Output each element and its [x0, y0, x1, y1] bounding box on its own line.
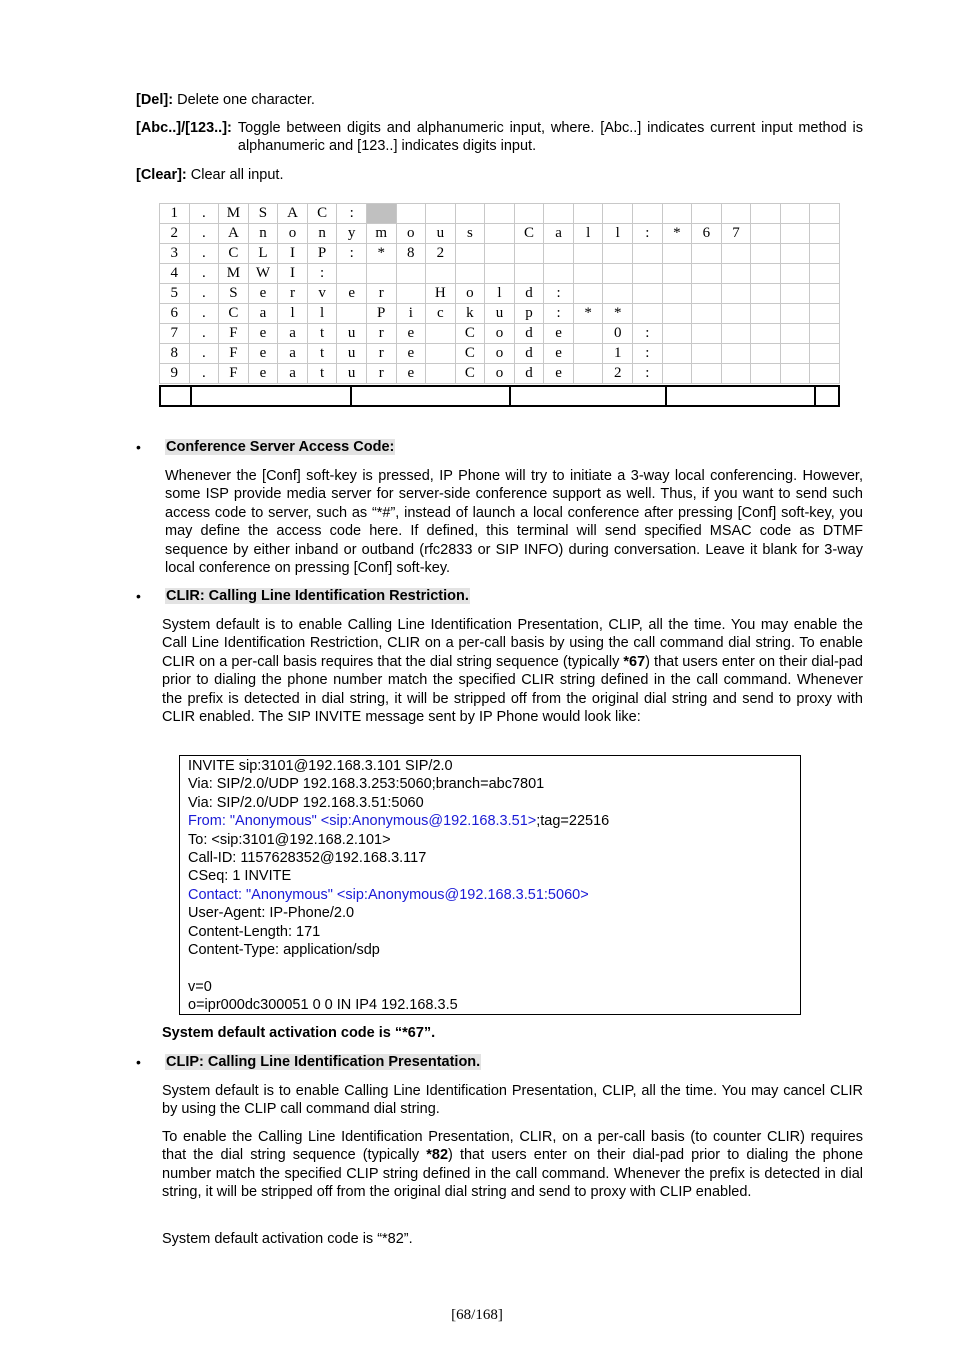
lcd-cell — [721, 204, 751, 224]
lcd-cell: A — [278, 204, 308, 224]
lcd-cell: t — [307, 324, 337, 344]
clear-definition — [136, 166, 863, 184]
lcd-cell — [692, 344, 722, 364]
sip-line: CSeq: 1 INVITE — [188, 868, 292, 885]
softkey-slot — [816, 387, 838, 405]
lcd-cell — [485, 244, 515, 264]
lcd-cell: 0 — [603, 324, 633, 344]
lcd-cell: a — [278, 344, 308, 364]
lcd-cell — [780, 264, 810, 284]
lcd-cell — [692, 284, 722, 304]
sip-line: Via: SIP/2.0/UDP 192.168.3.253:5060;branch=abc7801 — [188, 776, 545, 793]
lcd-cell — [485, 264, 515, 284]
lcd-cell — [692, 324, 722, 344]
lcd-row — [160, 364, 840, 384]
lcd-cell — [780, 304, 810, 324]
lcd-cell — [573, 284, 603, 304]
lcd-cell: . — [189, 324, 219, 344]
sip-line: Contact: "Anonymous" <sip:Anonymous@192.168.3.51:5060> — [188, 886, 589, 903]
lcd-cell: a — [544, 224, 574, 244]
lcd-cell — [780, 364, 810, 384]
lcd-row — [160, 344, 840, 364]
lcd-cell: p — [514, 304, 544, 324]
lcd-cell: o — [485, 324, 515, 344]
lcd-cell — [751, 264, 781, 284]
lcd-cell — [780, 344, 810, 364]
lcd-cell: r — [366, 344, 396, 364]
lcd-cell — [810, 344, 840, 364]
lcd-cell: k — [455, 304, 485, 324]
softkey-bar — [159, 385, 840, 407]
lcd-cell: e — [248, 364, 278, 384]
clip-code: *82 — [426, 1147, 449, 1164]
lcd-cell: 6 — [160, 304, 190, 324]
abc-label: [Abc..]/[123..]: — [136, 120, 232, 136]
lcd-row — [160, 204, 840, 224]
softkey-slot — [667, 387, 816, 405]
lcd-cell: . — [189, 244, 219, 264]
lcd-cell: r — [366, 324, 396, 344]
lcd-cell: M — [219, 264, 249, 284]
lcd-cell — [662, 244, 692, 264]
lcd-row — [160, 264, 840, 284]
lcd-cell: 2 — [160, 224, 190, 244]
del-label: [Del]: — [136, 92, 174, 108]
lcd-cell: o — [455, 284, 485, 304]
lcd-cell — [544, 204, 574, 224]
lcd-cell — [692, 204, 722, 224]
lcd-cell — [692, 304, 722, 324]
lcd-cell: . — [189, 364, 219, 384]
lcd-cell — [751, 244, 781, 264]
lcd-cell — [810, 244, 840, 264]
lcd-cell — [662, 344, 692, 364]
sip-invite-box — [179, 755, 801, 1015]
lcd-cell — [514, 264, 544, 284]
lcd-cell — [396, 264, 426, 284]
sip-line: INVITE sip:3101@192.168.3.101 SIP/2.0 — [188, 758, 453, 774]
softkey-slot — [192, 387, 352, 405]
lcd-cell — [810, 304, 840, 324]
lcd-cell: s — [455, 224, 485, 244]
lcd-cell — [751, 204, 781, 224]
lcd-row — [160, 324, 840, 344]
lcd-cell: C — [307, 204, 337, 224]
lcd-cell — [633, 204, 663, 224]
lcd-cell — [514, 244, 544, 264]
lcd-cell — [721, 344, 751, 364]
lcd-cell — [485, 204, 515, 224]
lcd-cell: e — [396, 344, 426, 364]
lcd-cell — [721, 284, 751, 304]
lcd-cell: d — [514, 364, 544, 384]
lcd-cell — [573, 244, 603, 264]
lcd-cell: m — [366, 224, 396, 244]
lcd-cell: l — [278, 304, 308, 324]
clip-heading: CLIP: Calling Line Identification Presentation. — [166, 1054, 481, 1070]
lcd-cell — [633, 244, 663, 264]
bullet-icon: • — [136, 588, 141, 604]
lcd-cell — [426, 204, 456, 224]
lcd-grid — [160, 204, 840, 384]
lcd-cell — [396, 204, 426, 224]
lcd-cell — [810, 364, 840, 384]
lcd-cell: r — [278, 284, 308, 304]
lcd-cell: d — [514, 324, 544, 344]
lcd-cell: P — [366, 304, 396, 324]
lcd-cell — [573, 344, 603, 364]
lcd-cell — [633, 264, 663, 284]
conference-heading: Conference Server Access Code: — [166, 439, 395, 455]
lcd-cell — [662, 304, 692, 324]
lcd-cell: 1 — [160, 204, 190, 224]
lcd-cell: : — [544, 284, 574, 304]
lcd-cell — [751, 324, 781, 344]
lcd-cell — [751, 344, 781, 364]
lcd-cell: 2 — [426, 244, 456, 264]
lcd-cell: 7 — [160, 324, 190, 344]
lcd-cell: 6 — [692, 224, 722, 244]
lcd-cell — [662, 324, 692, 344]
lcd-cell: v — [307, 284, 337, 304]
lcd-cell — [396, 284, 426, 304]
lcd-cell: . — [189, 284, 219, 304]
sip-line: Content-Length: 171 — [188, 923, 321, 940]
lcd-cell: C — [455, 324, 485, 344]
lcd-cell: o — [278, 224, 308, 244]
lcd-cell: 3 — [160, 244, 190, 264]
lcd-cell: c — [426, 304, 456, 324]
lcd-cell: . — [189, 204, 219, 224]
clip-default-line: System default activation code is “*82”. — [162, 1231, 413, 1247]
lcd-cell: 4 — [160, 264, 190, 284]
lcd-cell: o — [485, 364, 515, 384]
lcd-cell: u — [337, 324, 367, 344]
lcd-cell: : — [337, 204, 367, 224]
lcd-cell — [633, 304, 663, 324]
lcd-cell: t — [307, 364, 337, 384]
sip-line: User-Agent: IP-Phone/2.0 — [188, 905, 355, 922]
lcd-cell — [751, 224, 781, 244]
lcd-cell — [426, 264, 456, 284]
lcd-cell — [780, 224, 810, 244]
lcd-cell — [662, 264, 692, 284]
abc-text: Toggle between digits and alphanumeric input, where. [Abc..] indicates current input method is alphanumeric and [123..] indicates digits input. — [237, 120, 863, 155]
lcd-cell: F — [219, 344, 249, 364]
lcd-cell — [780, 244, 810, 264]
lcd-cell: . — [189, 304, 219, 324]
lcd-cell: l — [573, 224, 603, 244]
lcd-cell: W — [248, 264, 278, 284]
lcd-cell: C — [455, 344, 485, 364]
lcd-cell: : — [307, 264, 337, 284]
lcd-cell: e — [396, 364, 426, 384]
lcd-cell: 8 — [396, 244, 426, 264]
lcd-cell: C — [514, 224, 544, 244]
clear-text: Clear all input. — [190, 167, 284, 183]
lcd-cell: o — [485, 344, 515, 364]
lcd-cell: e — [544, 364, 574, 384]
lcd-cell — [810, 324, 840, 344]
sip-line: To: <sip:3101@192.168.2.101> — [188, 831, 391, 848]
lcd-cell — [751, 364, 781, 384]
sip-line: Content-Type: application/sdp — [188, 942, 380, 959]
clir-code: *67 — [623, 653, 646, 670]
lcd-cell — [810, 224, 840, 244]
page-number: [68/168] — [451, 1307, 503, 1323]
clir-body: System default is to enable Calling Line Identification Presentation, CLIP, all the time. You may enable the Call Line Identification Restriction, CLIR on a per-call basis by using the call command dial string. To enable CLIR on a per-call basis requires that the dial string sequence (typically *67) that users enter on their dial-pad prior to dialing the phone number match the specified CLIR string defined in the call command. Whenever the prefix is detected in dial string, it will be stripped off from the original dial string and send to proxy with CLIR enabled. The SIP INVITE message sent by IP Phone would look like: — [162, 617, 863, 726]
clear-label: [Clear]: — [136, 167, 187, 183]
lcd-cell — [662, 364, 692, 384]
abc-definition — [136, 119, 863, 156]
lcd-cell — [337, 264, 367, 284]
lcd-cell: S — [248, 204, 278, 224]
lcd-cell — [810, 264, 840, 284]
lcd-cell — [455, 204, 485, 224]
lcd-cell: H — [426, 284, 456, 304]
lcd-cell: . — [189, 344, 219, 364]
lcd-cell: d — [514, 344, 544, 364]
lcd-row — [160, 304, 840, 324]
lcd-cell — [633, 284, 663, 304]
lcd-cell: e — [544, 324, 574, 344]
lcd-cell — [780, 324, 810, 344]
lcd-cell: . — [189, 264, 219, 284]
lcd-cell: o — [396, 224, 426, 244]
lcd-cell — [455, 264, 485, 284]
del-definition — [136, 91, 863, 109]
lcd-cell — [692, 364, 722, 384]
softkey-slot — [352, 387, 511, 405]
lcd-cell — [810, 204, 840, 224]
lcd-cell — [455, 244, 485, 264]
lcd-cell: 8 — [160, 344, 190, 364]
lcd-cell: y — [337, 224, 367, 244]
lcd-cell: L — [248, 244, 278, 264]
lcd-cell — [751, 304, 781, 324]
lcd-cell: : — [633, 364, 663, 384]
lcd-cell — [544, 264, 574, 284]
clir-heading: CLIR: Calling Line Identification Restriction. — [166, 588, 469, 604]
lcd-cell: e — [248, 344, 278, 364]
sip-line: From: "Anonymous" <sip:Anonymous@192.168.3.51>;tag=22516 — [188, 813, 610, 830]
lcd-cell — [721, 244, 751, 264]
lcd-cell: 2 — [603, 364, 633, 384]
lcd-cell: C — [219, 304, 249, 324]
lcd-cell: i — [396, 304, 426, 324]
lcd-cell — [426, 344, 456, 364]
lcd-cell: e — [248, 284, 278, 304]
clip-para-1: System default is to enable Calling Line Identification Presentation, CLIP, all the time. You may cancel CLIR by using the CLIP call command dial string. — [162, 1083, 863, 1118]
lcd-cell: u — [485, 304, 515, 324]
lcd-cell — [573, 264, 603, 284]
lcd-cell: . — [189, 224, 219, 244]
lcd-cell: I — [278, 244, 308, 264]
lcd-cell: l — [603, 224, 633, 244]
lcd-cell: : — [633, 224, 663, 244]
bullet-icon: • — [136, 439, 141, 455]
lcd-cell — [721, 264, 751, 284]
lcd-cell: S — [219, 284, 249, 304]
lcd-cell: I — [278, 264, 308, 284]
lcd-cell: d — [514, 284, 544, 304]
lcd-cell — [751, 284, 781, 304]
lcd-cell: l — [307, 304, 337, 324]
lcd-cell — [780, 204, 810, 224]
lcd-cell: C — [219, 244, 249, 264]
lcd-cell: * — [603, 304, 633, 324]
lcd-cell — [692, 264, 722, 284]
lcd-cell — [810, 284, 840, 304]
lcd-cell: * — [573, 304, 603, 324]
lcd-cell: r — [366, 284, 396, 304]
lcd-row — [160, 224, 840, 244]
lcd-cell — [426, 364, 456, 384]
lcd-cell: e — [544, 344, 574, 364]
lcd-cell — [426, 324, 456, 344]
lcd-cell: F — [219, 364, 249, 384]
lcd-cell — [485, 224, 515, 244]
lcd-cell: e — [248, 324, 278, 344]
sip-line: v=0 — [188, 978, 212, 995]
lcd-cell — [692, 244, 722, 264]
lcd-cell — [721, 324, 751, 344]
lcd-cell: : — [633, 344, 663, 364]
sip-line — [188, 959, 800, 977]
lcd-cell: 5 — [160, 284, 190, 304]
softkey-slot — [161, 387, 192, 405]
sip-line: o=ipr000dc300051 0 0 IN IP4 192.168.3.5 — [188, 997, 458, 1014]
bullet-icon: • — [136, 1054, 141, 1070]
lcd-cell: a — [278, 364, 308, 384]
lcd-cell — [337, 304, 367, 324]
lcd-cell: e — [396, 324, 426, 344]
lcd-cell: M — [219, 204, 249, 224]
lcd-cell: n — [307, 224, 337, 244]
lcd-cell — [544, 244, 574, 264]
lcd-cell: t — [307, 344, 337, 364]
lcd-cell — [780, 284, 810, 304]
lcd-cell — [573, 324, 603, 344]
lcd-cell — [603, 284, 633, 304]
clir-default-line: System default activation code is “*67”. — [162, 1025, 436, 1041]
lcd-row — [160, 284, 840, 304]
sip-line: Call-ID: 1157628352@192.168.3.117 — [188, 850, 427, 867]
lcd-cell: 7 — [721, 224, 751, 244]
lcd-cell: A — [219, 224, 249, 244]
lcd-cell: 1 — [603, 344, 633, 364]
sip-line: Via: SIP/2.0/UDP 192.168.3.51:5060 — [188, 794, 424, 811]
del-text: Delete one character. — [177, 92, 315, 108]
lcd-cell — [573, 364, 603, 384]
lcd-cell: n — [248, 224, 278, 244]
softkey-slot — [511, 387, 667, 405]
lcd-cell: l — [485, 284, 515, 304]
clip-para-2: To enable the Calling Line Identification Presentation, CLIR, on a per-call basis (to counter CLIR) requires that the dial string sequence (typically *82) that users enter on their dial-pad prior to dialing the phone number match the specified CLIP string defined in the call command. Whenever the prefix is detected in dial string, it will be stripped off from the original dial string and send to proxy with CLIP enabled. — [162, 1129, 864, 1201]
lcd-cell: a — [278, 324, 308, 344]
lcd-cell: u — [426, 224, 456, 244]
lcd-cell — [662, 204, 692, 224]
lcd-cell — [603, 264, 633, 284]
lcd-cell — [603, 204, 633, 224]
lcd-screen — [159, 203, 840, 384]
lcd-cell: * — [366, 244, 396, 264]
lcd-cell: a — [248, 304, 278, 324]
lcd-cell: e — [337, 284, 367, 304]
lcd-cell: : — [337, 244, 367, 264]
lcd-cell — [721, 364, 751, 384]
lcd-cell: F — [219, 324, 249, 344]
lcd-cell — [662, 284, 692, 304]
lcd-cell: u — [337, 364, 367, 384]
lcd-cell: C — [455, 364, 485, 384]
lcd-cell: * — [662, 224, 692, 244]
lcd-cell — [721, 304, 751, 324]
lcd-cell: P — [307, 244, 337, 264]
lcd-cell: : — [544, 304, 574, 324]
lcd-cell — [514, 204, 544, 224]
lcd-cell — [366, 204, 396, 224]
lcd-row — [160, 244, 840, 264]
lcd-cell: 9 — [160, 364, 190, 384]
lcd-cell: u — [337, 344, 367, 364]
lcd-cell: r — [366, 364, 396, 384]
lcd-cell — [573, 204, 603, 224]
lcd-cell — [603, 244, 633, 264]
conference-body: Whenever the [Conf] soft-key is pressed, IP Phone will try to initiate a 3-way local conferencing. However, some ISP provide media server for server-side conference support as well. Thus, if you want to send such access code to server, such as “*#”, instead of launch a local conference after pressing [Conf] soft-key, you may define the access code here. If defined, this terminal will send specified MSAC code as DTMF sequence by either inband or outband (rfc2833 or SIP INFO) during conversation. Leave it blank for 3-way local conference on pressing [Conf] soft-key. — [165, 468, 863, 577]
lcd-cell — [366, 264, 396, 284]
lcd-cell: : — [633, 324, 663, 344]
